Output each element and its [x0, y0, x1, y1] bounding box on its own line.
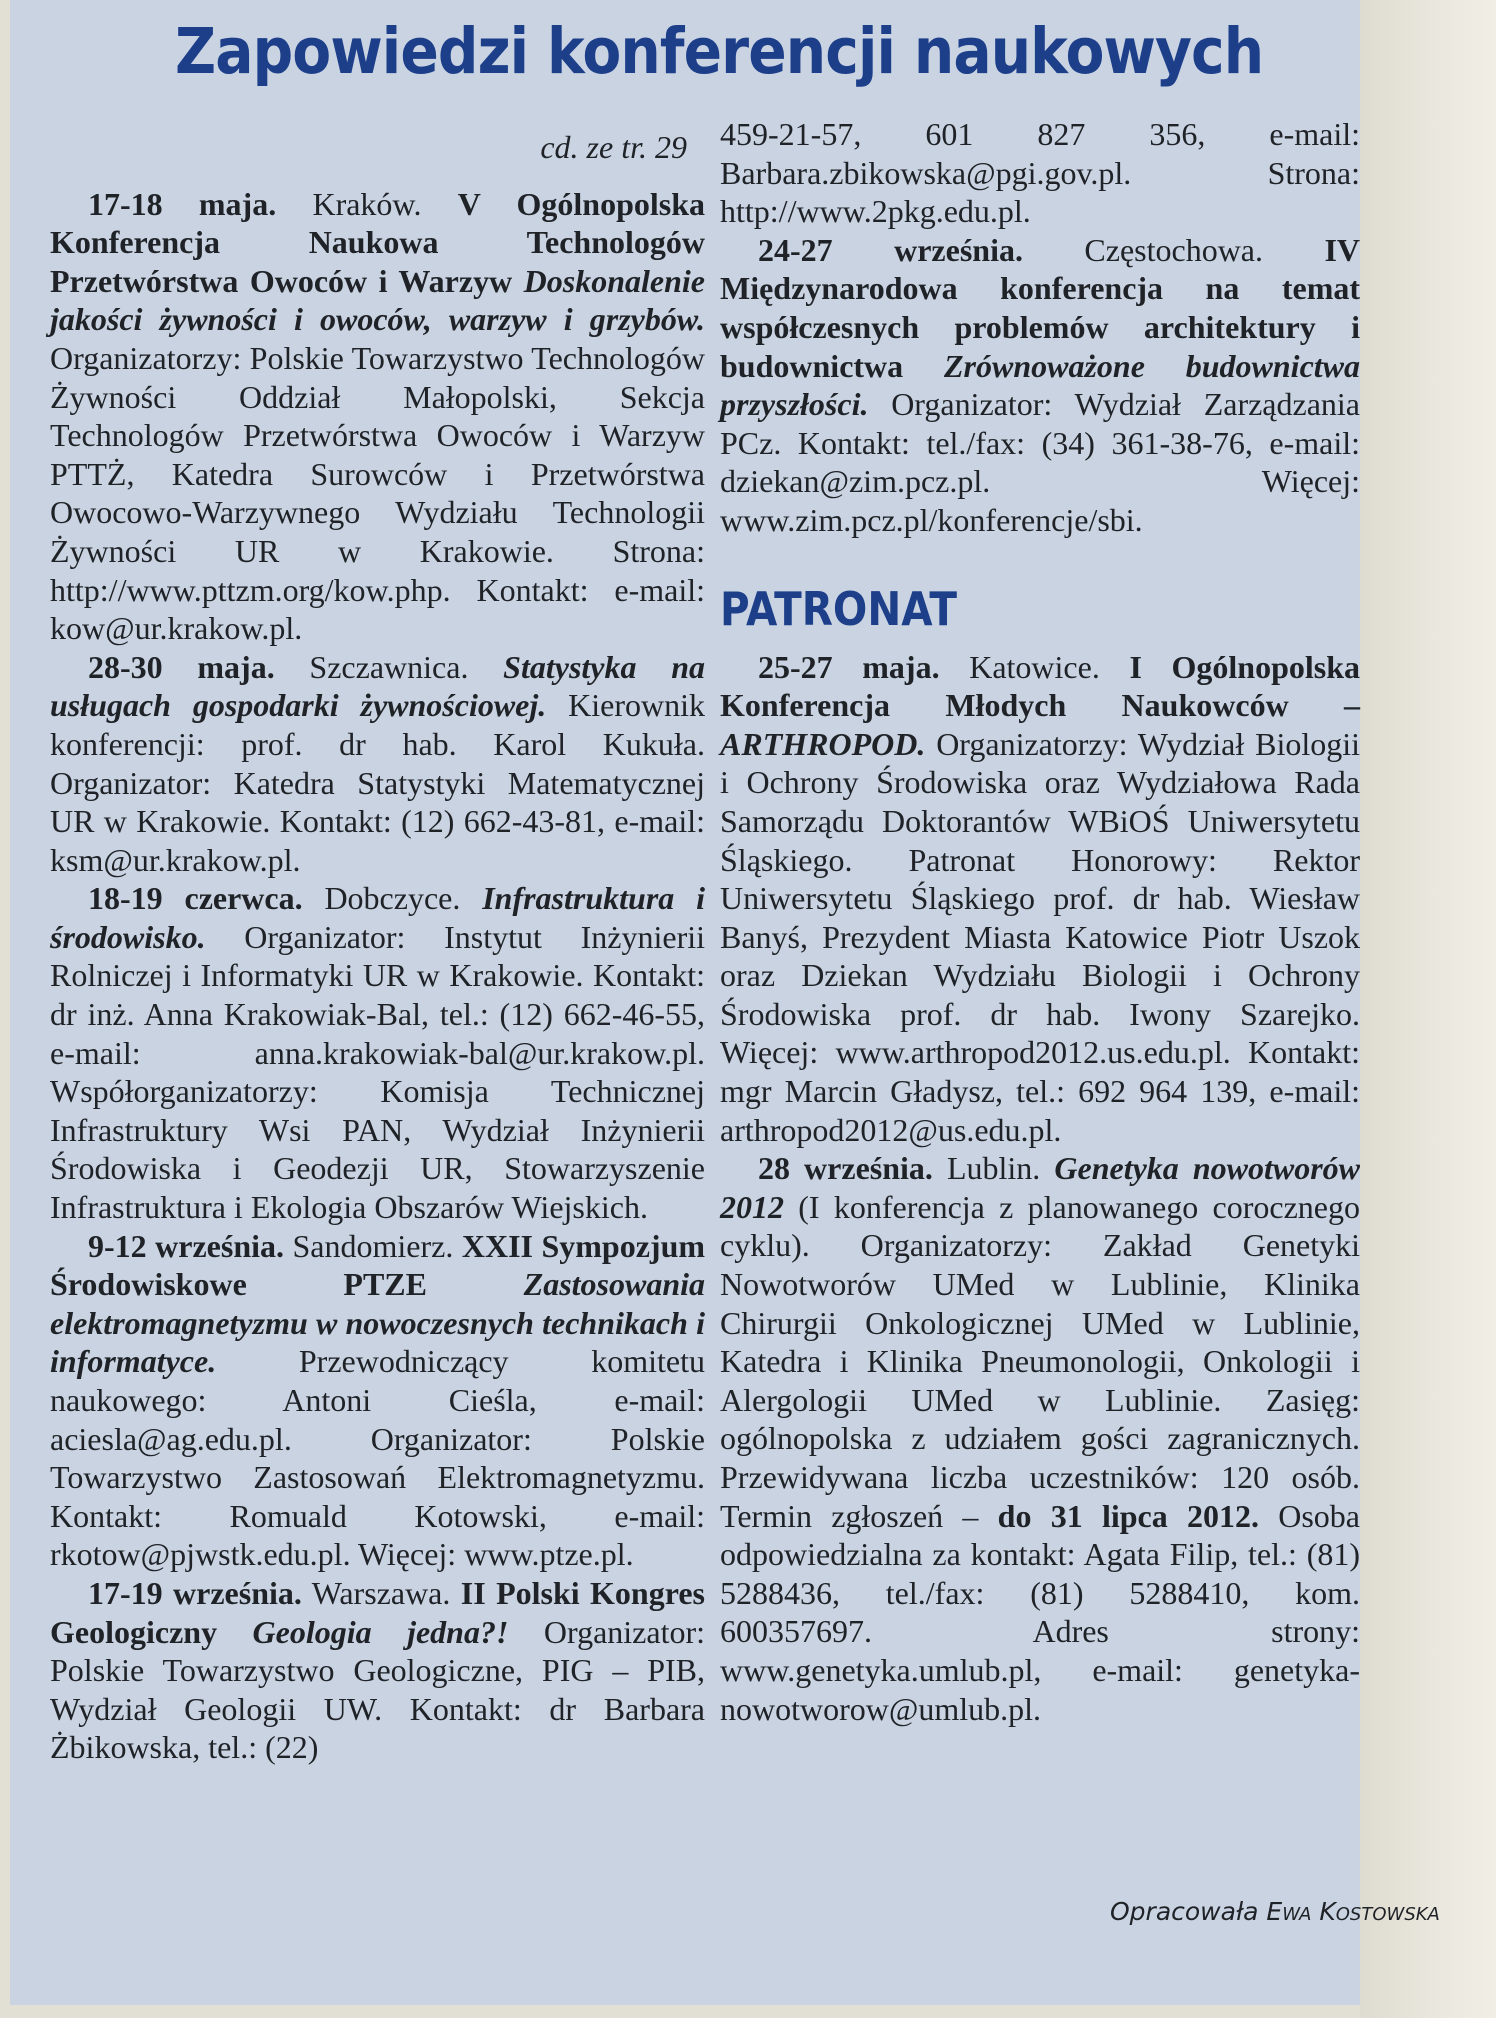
- conference-entry: [720, 231, 1360, 540]
- entry-date: 18-19 czerwca.: [88, 880, 303, 917]
- conference-entry: [50, 879, 705, 1226]
- entry-date: 9-12 września.: [88, 1227, 285, 1264]
- entry-details: Dobczyce. Infrastruktura i środowisko. Organizator: Instytut Inżynierii Rolniczej i Informatyki UR w Krakowie. Kontakt: dr inż. Anna Krakowiak-Bal, tel.: (12) 662-46-55, e-mail: anna.krakowiak-bal@ur.krakow.pl. Współorganizatorzy: Komisja Technicznej Infrastruktury Wsi PAN, Wydział Inżynierii Środowiska i Geodezji UR, Stowarzyszenie Infrastruktura i Ekologia Obszarów Wiejskich.: [50, 880, 705, 1226]
- entry-date: 28 września.: [758, 1150, 933, 1187]
- entry-details: Warszawa. II Polski Kongres Geologiczny Geologia jedna?! Organizator: Polskie Towarzystwo Geologiczne, PIG – PIB, Wydział Geologii UW. Kontakt: dr Barbara Żbikowska, tel.: (22): [50, 1574, 706, 1766]
- conference-entry: [50, 648, 705, 880]
- entry-details: Katowice. I Ogólnopolska Konferencja Młodych Naukowców – ARTHROPOD. Organizatorzy: Wydział Biologii i Ochrony Środowiska oraz Wydziałowa Rada Samorządu Doktorantów WBiOŚ Uniwersytetu Śląskiego. Patronat Honorowy: Rektor Uniwersytetu Śląskiego prof. dr hab. Wiesław Banyś, Prezydent Miasta Katowice Piotr Uszok oraz Dziekan Wydziału Biologii i Ochrony Środowiska prof. dr hab. Iwony Szarejko. Więcej: www.arthropod2012.us.edu.pl. Kontakt: mgr Marcin Gładysz, tel.: 692 964 139, e-mail: arthropod2012@us.edu.pl.: [720, 648, 1361, 1148]
- entry-date: 17-18 maja.: [88, 185, 277, 222]
- entry-date: 17-19 września.: [88, 1574, 302, 1611]
- continuation-note: cd. ze tr. 29: [540, 129, 687, 165]
- left-column: [50, 128, 705, 1767]
- right-entry-list: [720, 231, 1360, 540]
- page-title: Zapowiedzi konferencji naukowych: [175, 15, 1264, 88]
- conference-entry: [50, 185, 705, 648]
- conference-entry: [720, 1149, 1360, 1728]
- patronat-entry-list: [720, 648, 1360, 1729]
- conference-entry: [720, 648, 1360, 1150]
- conference-entry: [50, 1574, 705, 1767]
- right-column: [720, 115, 1360, 1728]
- signature-name: Ewa Kostowska: [1266, 1897, 1440, 1926]
- entry-date: 24-27 września.: [758, 231, 1023, 268]
- conference-entry: [50, 1227, 705, 1574]
- entry-details: Szczawnica. Statystyka na usługach gospodarki żywnościowej. Kierownik konferencji: prof. dr hab. Karol Kukuła. Organizator: Katedra Statystyki Matematycznej UR w Krakowie. Kontakt: (12) 662-43-81, e-mail: ksm@ur.krakow.pl.: [50, 648, 706, 878]
- entry-details: Kraków. V Ogólnopolska Konferencja Naukowa Technologów Przetwórstwa Owoców i Warzyw Doskonalenie jakości żywności i owoców, warzyw i grzybów. Organizatorzy: Polskie Towarzystwo Technologów Żywności Oddział Małopolski, Sekcja Technologów Przetwórstwa Owoców i Warzyw PTTŻ, Katedra Surowców i Przetwórstwa Owocowo-Warzywnego Wydziału Technologii Żywności UR w Krakowie. Strona: http://www.pttzm.org/kow.php. Kontakt: e-mail: kow@ur.krakow.pl.: [50, 185, 706, 647]
- patronat-heading: PATRONAT: [720, 581, 958, 636]
- signature-prefix: Opracowała: [1110, 1897, 1267, 1926]
- continued-entry-text: 459-21-57, 601 827 356, e-mail: Barbara.zbikowska@pgi.gov.pl. Strona: http://www.2pkg.edu.pl.: [720, 116, 1360, 230]
- entry-details: Sandomierz. XXII Sympozjum Środowiskowe PTZE Zastosowania elektromagnetyzmu w nowoczesnych technikach i informatyce. Przewodniczący komitetu naukowego: Antoni Cieśla, e-mail: aciesla@ag.edu.pl. Organizator: Polskie Towarzystwo Zastosowań Elektromagnetyzmu. Kontakt: Romuald Kotowski, e-mail: rkotow@pjwstk.edu.pl. Więcej: www.ptze.pl.: [50, 1227, 706, 1573]
- entry-details: Lublin. Genetyka nowotworów 2012 (I konferencja z planowanego corocznego cyklu). Organizatorzy: Zakład Genetyki Nowotworów UMed w Lublinie, Klinika Chirurgii Onkologicznej UMed w Lublinie, Katedra i Klinika Pneumonologii, Onkologii i Alergologii UMed w Lublinie. Zasięg: ogólnopolska z udziałem gości zagranicznych. Przewidywana liczba uczestników: 120 osób. Termin zgłoszeń – do 31 lipca 2012. Osoba odpowiedzialna za kontakt: Agata Filip, tel.: (81) 5288436, tel./fax: (81) 5288410, kom. 600357697. Adres strony: www.genetyka.umlub.pl, e-mail: genetyka-nowotworow@umlub.pl.: [720, 1150, 1361, 1727]
- left-entry-list: [50, 185, 705, 1767]
- author-signature: [1110, 1897, 1440, 1926]
- entry-date: 28-30 maja.: [88, 648, 275, 685]
- adjacent-page-edge: [1360, 0, 1496, 2018]
- entry-date: 25-27 maja.: [758, 648, 940, 685]
- entry-details: Częstochowa. IV Międzynarodowa konferencja na temat współczesnych problemów architektury i budownictwa Zrównoważone budownictwa przyszłości. Organizator: Wydział Zarządzania PCz. Kontakt: tel./fax: (34) 361-38-76, e-mail: dziekan@zim.pcz.pl. Więcej: www.zim.pcz.pl/konferencje/sbi.: [720, 231, 1361, 538]
- announcement-panel: [10, 0, 1440, 2005]
